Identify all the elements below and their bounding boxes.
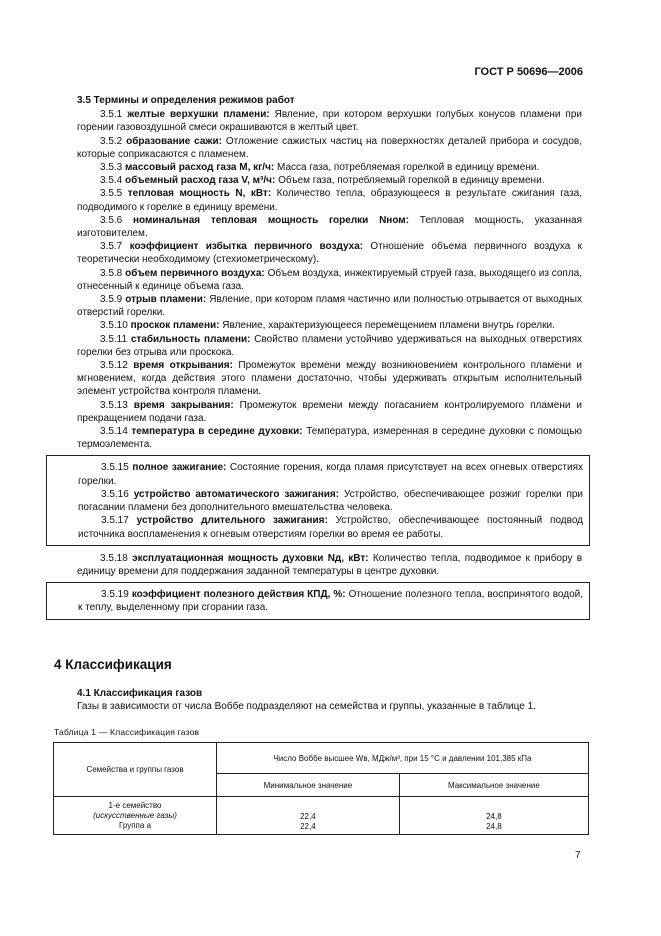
definition-item — [77, 293, 582, 319]
definition-number: 3.5.11 — [100, 333, 128, 345]
definition-item — [78, 488, 583, 514]
definition-text: Явление, при котором пламя частично или полностью отрывается от выходных отверстий горелки. — [77, 294, 582, 319]
row-group: Группа а — [118, 820, 152, 830]
definition-number: 3.5.19 — [101, 589, 129, 601]
definition-text: Количество тепла, образующееся в результате сжигания газа, подводимого к горелке в единицу времени. — [77, 188, 582, 213]
definition-text: Явление, при котором верхушки голубых конусов пламени при горении газовоздушной смеси окрашиваются в желтый цвет. — [77, 109, 582, 134]
definition-text: Свойство пламени устойчиво удерживаться на выходных отверстиях горелки без отрыва или проскока. — [77, 333, 582, 358]
definition-term: желтые верхушки пламени: — [127, 109, 270, 121]
definition-term: стабильность пламени: — [130, 333, 251, 345]
definition-number: 3.5.16 — [101, 488, 129, 500]
definition-number: 3.5.4 — [100, 175, 123, 187]
definition-text: Промежуток времени между возникновением контрольного пламени и мгновением, когда действия этого пламени достаточно, чтобы удерживать открытым исполнительный элемент устройства контроля пламени. — [77, 360, 583, 398]
row-note: (искусственные газы) — [93, 810, 177, 820]
definition-number: 3.5.8 — [100, 267, 123, 279]
definition-text: Тепловая мощность, указанная изготовителем. — [77, 214, 582, 240]
definition-item — [78, 461, 583, 487]
definition-item — [77, 333, 582, 359]
definition-term: объемный расход газа V, м³/ч: — [125, 175, 276, 187]
page-number: 7 — [575, 850, 581, 861]
definition-number: 3.5.12 — [100, 360, 128, 372]
definition-number: 3.5.9 — [100, 294, 123, 306]
definition-term: проскок пламени: — [130, 320, 220, 332]
definition-item — [77, 174, 582, 187]
table-row-group-cell — [54, 797, 217, 835]
definition-text: Состояние горения, когда пламя присутствует на всех огневых отверстиях горелки. — [78, 462, 584, 487]
definition-item — [77, 108, 582, 134]
definition-number: 3.5.18 — [100, 552, 128, 564]
min-value-1: 22,4 — [300, 811, 316, 821]
changed-definitions-box-2 — [46, 582, 590, 619]
col-header-group: Семейства и группы газов — [54, 743, 217, 797]
definition-number: 3.5.7 — [100, 241, 123, 253]
definition-number: 3.5.14 — [100, 426, 128, 438]
definition-term: время открывания: — [133, 360, 233, 372]
definition-text: Объем воздуха, инжектируемый струей газа, выходящего из сопла, отнесенный к единице объема газа. — [77, 267, 583, 292]
definition-term: тепловая мощность N, кВт: — [127, 188, 272, 200]
max-value-1: 24,8 — [486, 811, 502, 821]
definition-text: Промежуток времени между погасанием контролируемого пламени и прекращением подачи газа. — [77, 399, 583, 424]
definition-term: объем первичного воздуха: — [125, 267, 265, 279]
section-4-title: 4 Классификация — [54, 656, 172, 672]
definition-number: 3.5.15 — [101, 462, 129, 474]
definition-number: 3.5.17 — [101, 515, 129, 527]
definition-number: 3.5.1 — [100, 109, 123, 121]
definition-term: массовый расход газа M, кг/ч: — [125, 162, 275, 174]
definition-number: 3.5.5 — [100, 188, 123, 200]
gas-classification-table — [53, 742, 589, 835]
definition-term: коэффициент полезного действия КПД, %: — [131, 589, 346, 601]
definition-term: коэффициент избытка первичного воздуха: — [129, 241, 364, 253]
max-value-2: 24,8 — [486, 821, 502, 831]
definition-term: устройство автоматического зажигания: — [133, 488, 340, 500]
table-cell-max — [399, 797, 588, 835]
definition-number: 3.5.13 — [100, 399, 128, 411]
definition-text: Температура, измеренная в середине духовки с помощью термоэлемента. — [77, 426, 582, 451]
standard-number: ГОСТ Р 50696—2006 — [474, 66, 583, 78]
definition-term: эксплуатационная мощность духовки Nд, кВт: — [132, 552, 369, 564]
definition-item — [77, 240, 582, 266]
definition-text: Отношение объема первичного воздуха к теоретически необходимому (стехиометрическому). — [77, 241, 583, 266]
section-4-1-intro: Газы в зависимости от числа Воббе подразделяют на семейства и группы, указанные в таблице 1. — [77, 700, 536, 712]
definition-term: устройство длительного зажигания: — [136, 515, 328, 527]
col-header-min: Минимальное значение — [217, 774, 400, 797]
definition-item — [78, 588, 583, 614]
definition-term: образование сажи: — [126, 135, 222, 147]
definition-item — [78, 514, 583, 540]
definition-item — [77, 161, 582, 174]
definition-text: Явление, характеризующееся перемещением пламени внутрь горелки. — [219, 320, 555, 332]
definition-term: отрыв пламени: — [125, 294, 207, 306]
definition-number: 3.5.10 — [100, 320, 128, 332]
definition-number: 3.5.3 — [100, 162, 123, 174]
definition-text: Устройство, обеспечивающее розжиг горелки при погасании пламени без дополнительного вмешательства человека. — [78, 488, 584, 514]
min-value-2: 22,4 — [300, 821, 316, 831]
table-cell-min — [217, 797, 400, 835]
table-caption: Таблица 1 — Классификация газов — [54, 727, 200, 737]
definition-item — [77, 214, 582, 240]
definition-term: полное зажигание: — [132, 462, 227, 474]
definition-item — [77, 359, 582, 399]
definition-item — [77, 319, 582, 332]
main-content — [54, 94, 584, 713]
definitions-list — [77, 108, 582, 451]
definition-item — [77, 135, 582, 161]
definition-term: время закрывания: — [133, 399, 234, 411]
definition-text: Устройство, обеспечивающее постоянный подвод источника воспламенения к огневым отверстиям горелки во время ее работы. — [78, 515, 583, 540]
definition-text: Количество тепла, подводимое к прибору в единицу времени для поддержания заданной температуры в центре духовки. — [77, 552, 583, 577]
section-3-5-title: 3.5 Термины и определения режимов работ — [77, 95, 295, 106]
definition-item — [77, 187, 582, 213]
definition-item — [77, 425, 582, 451]
definition-text: Отложение сажистых частиц на поверхностях деталей прибора и сосудов, которые соприкасаются с пламенем. — [77, 135, 583, 160]
definition-item — [77, 552, 582, 578]
definition-term: номинальная тепловая мощность горелки Nном: — [133, 214, 410, 226]
definition-text: Масса газа, потребляемая горелкой в единицу времени. — [274, 162, 540, 174]
col-header-wobbe: Число Воббе высшее Wв, МДж/м³, при 15 °С и давлении 101,385 кПа — [217, 743, 589, 774]
col-header-max: Максимальное значение — [399, 774, 588, 797]
section-4-1-title: 4.1 Классификация газов — [77, 687, 203, 699]
definition-3-5-18 — [77, 552, 582, 578]
definition-number: 3.5.2 — [100, 135, 123, 147]
definition-item — [77, 267, 582, 293]
row-family: 1-е семейство — [108, 800, 162, 810]
definition-number: 3.5.6 — [100, 214, 123, 226]
changed-definitions-box-1 — [46, 455, 590, 545]
definition-text: Отношение полезного тепла, воспринятого водой, к теплу, выделенному при сгорании газа. — [78, 589, 583, 614]
definition-term: температура в середине духовки: — [131, 426, 303, 438]
definition-text: Объем газа, потребляемый горелкой в единицу времени. — [275, 175, 545, 187]
definition-item — [77, 399, 582, 425]
